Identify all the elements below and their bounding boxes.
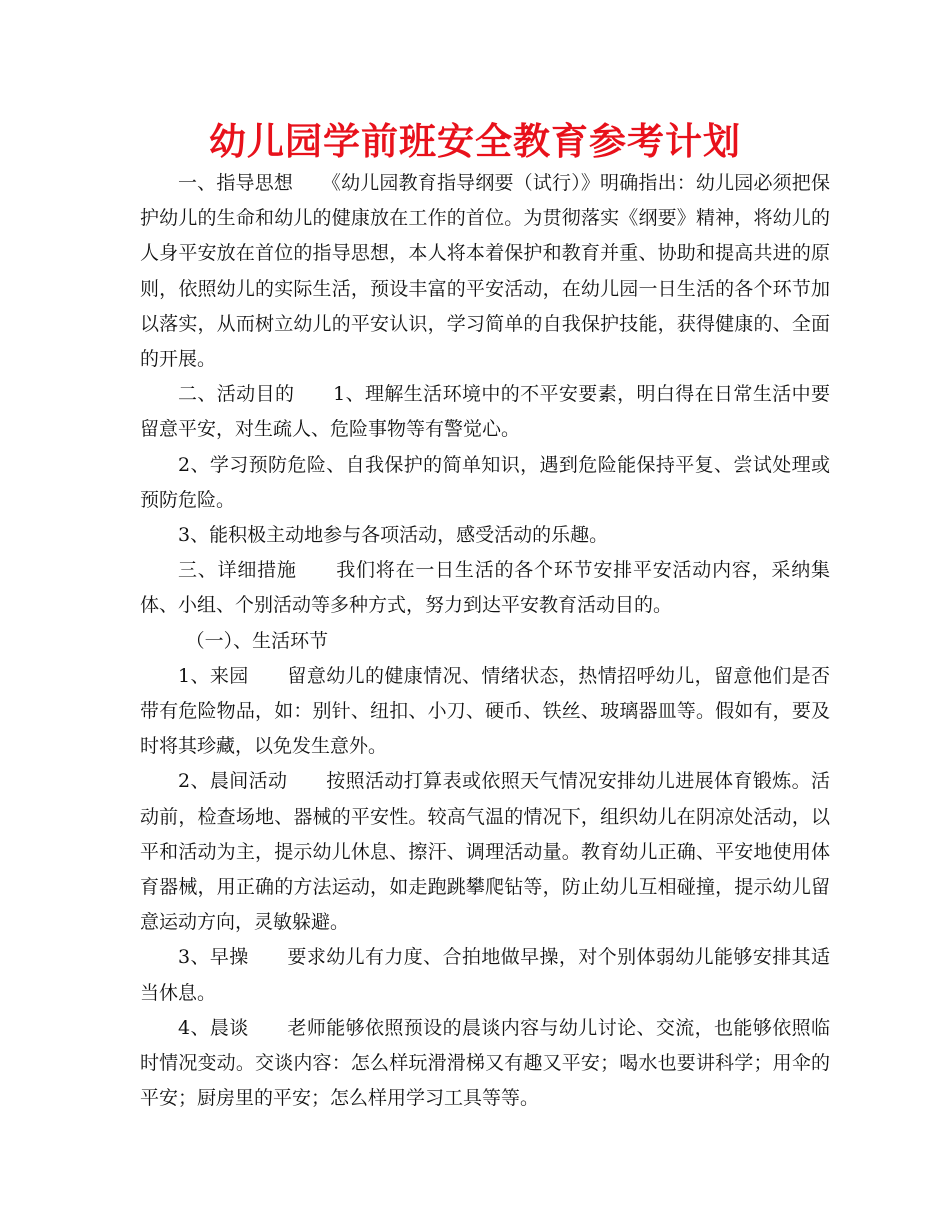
paragraph-guiding-ideology: 一、指导思想 《幼儿园教育指导纲要（试行）》明确指出：幼儿园必须把保护幼儿的生命和幼儿的健康放在工作的首位。为贯彻落实《纲要》精神，将幼儿的人身平安放在首位的指导思想，本人将本着保护和教育并重、协助和提高共进的原则，依照幼儿的实际生活，预设丰富的平安活动，在幼儿园一日生活的各个环节加以落实，从而树立幼儿的平安认识，学习简单的自我保护技能，获得健康的、全面的开展。 [140,172,830,371]
paragraph-goal-3: 3、能积极主动地参与各项活动，感受活动的乐趣。 [178,524,609,547]
paragraph-morning-activity: 2、晨间活动 按照活动打算表或依照天气情况安排幼儿进展体育锻炼。活动前，检查场地、器械的平安性。较高气温的情况下，组织幼儿在阴凉处活动，以平和活动为主，提示幼儿休息、擦汗、调理活动量。教育幼儿正确、平安地使用体育器械，用正确的方法运动，如走跑跳攀爬钻等，防止幼儿互相碰撞，提示幼儿留意运动方向，灵敏躲避。 [140,770,830,934]
document-title: 幼儿园学前班安全教育参考计划 [209,120,741,163]
paragraph-morning-exercise: 3、早操 要求幼儿有力度、合拍地做早操，对个别体弱幼儿能够安排其适当休息。 [140,946,830,1004]
paragraph-goal-2: 2、学习预防危险、自我保护的简单知识，遇到危险能保持平复、尝试处理或预防危险。 [140,453,830,511]
paragraph-morning-talk: 4、晨谈 老师能够依照预设的晨谈内容与幼儿讨论、交流，也能够依照临时情况变动。交谈内容：怎么样玩滑滑梯又有趣又平安；喝水也要讲科学；用伞的平安；厨房里的平安；怎么样用学习工具等等。 [140,1016,830,1110]
document-body [140,166,830,1116]
paragraph-measures: 三、详细措施 我们将在一日生活的各个环节安排平安活动内容，采纳集体、小组、个别活动等多种方式，努力到达平安教育活动目的。 [140,559,830,617]
paragraph-arrival: 1、来园 留意幼儿的健康情况、情绪状态，热情招呼幼儿，留意他们是否带有危险物品，如：别针、纽扣、小刀、硬币、铁丝、玻璃器皿等。假如有，要及时将其珍藏，以免发生意外。 [140,664,830,758]
section-heading-daily-life: （一）、生活环节 [185,629,329,652]
paragraph-activity-goal: 二、活动目的 1、理解生活环境中的不平安要素，明白得在日常生活中要留意平安，对生疏人、危险事物等有警觉心。 [140,383,830,441]
